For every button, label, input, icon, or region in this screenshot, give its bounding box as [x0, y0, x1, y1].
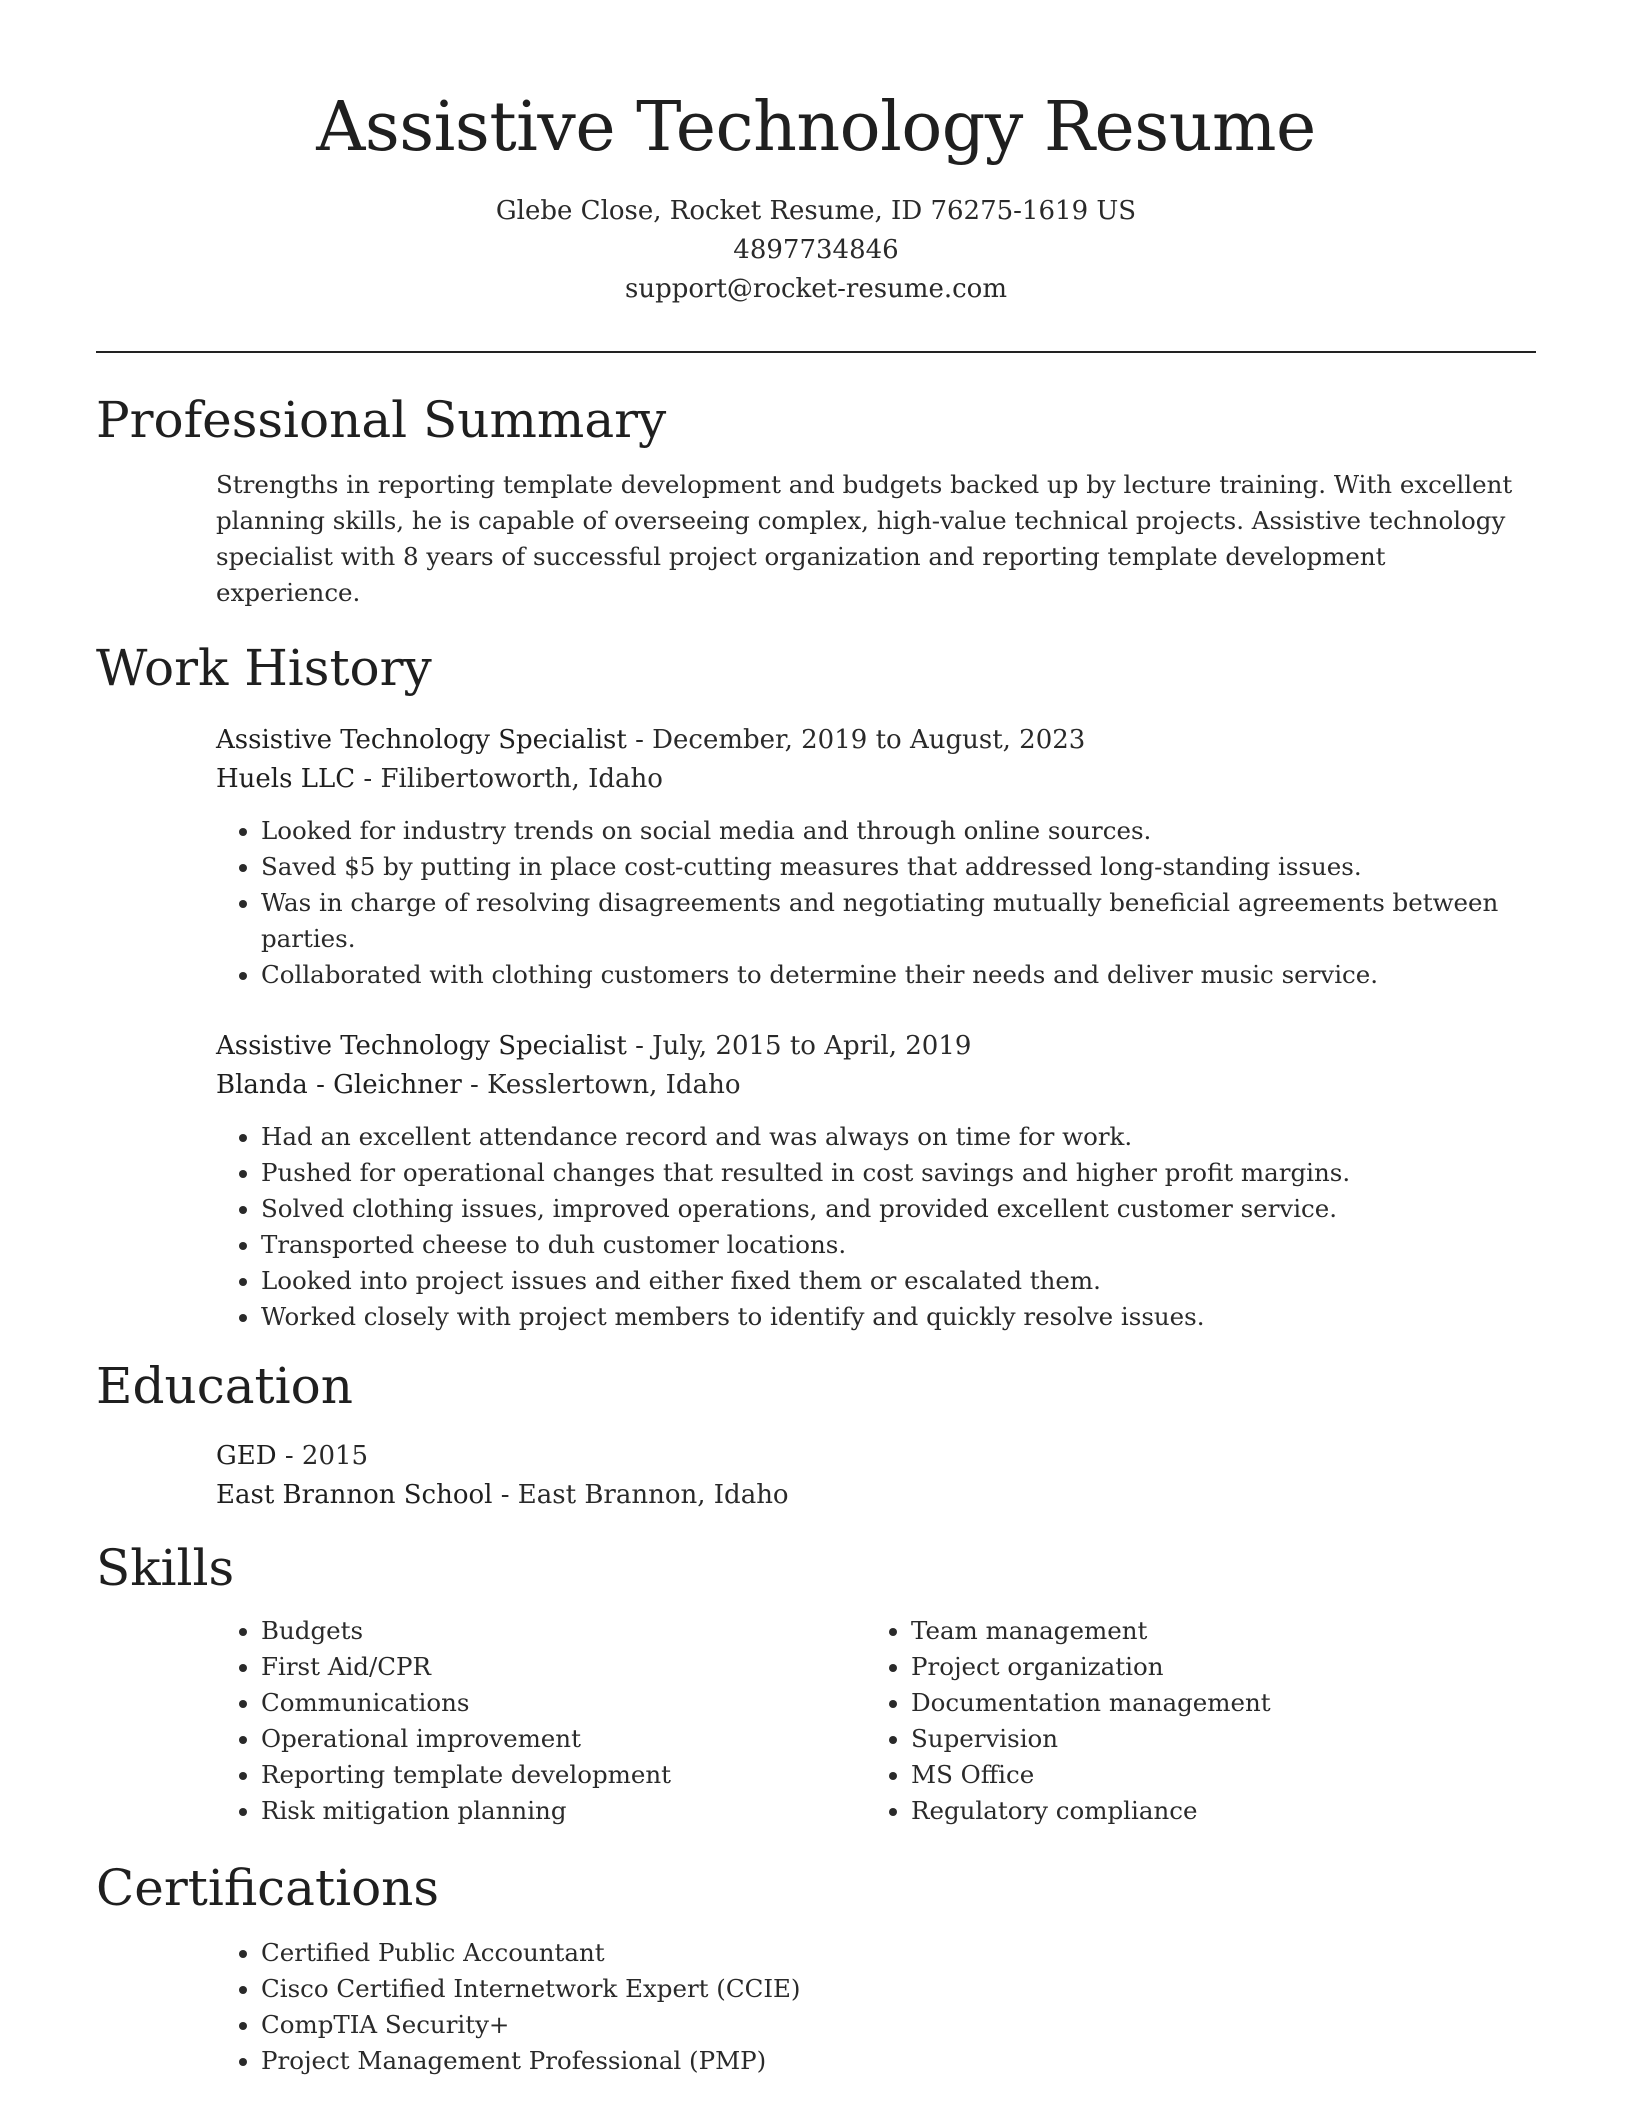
section-title-certifications: Certifications — [96, 1859, 440, 1917]
job-bullet: • Solved clothing issues, improved operations, and provided excellent customer service. — [261, 1191, 1536, 1227]
skills-list-left — [216, 1613, 866, 1829]
skill-item: • First Aid/CPR — [261, 1649, 866, 1685]
education-year: - 2015 — [276, 1441, 369, 1471]
job-company-line — [216, 1066, 1536, 1105]
job-bullet: • Pushed for operational changes that resulted in cost savings and higher profit margins. — [261, 1155, 1536, 1191]
job-bullet: • Saved $5 by putting in place cost-cutting measures that addressed long-standing issues. — [261, 849, 1536, 885]
job-company: Huels LLC — [216, 764, 356, 794]
skill-item: • Communications — [261, 1685, 866, 1721]
summary-text: Strengths in reporting template development and budgets backed up by lecture training. With excellent planning skills, he is capable of overseeing complex, high-value technical projects. Assistive technology specialist with 8 years of successful project organization and reporting template development experience. — [216, 470, 1513, 607]
certification-item: • Certified Public Accountant — [261, 1935, 1536, 1971]
job-title-line — [216, 721, 1536, 760]
skill-item: • Operational improvement — [261, 1721, 866, 1757]
work-history-list — [96, 721, 1536, 1335]
job-location: - Kesslertown, Idaho — [461, 1070, 741, 1100]
education-location: - East Brannon, Idaho — [492, 1480, 789, 1510]
skill-item: • Reporting template development — [261, 1757, 866, 1793]
skill-item: • Risk mitigation planning — [261, 1793, 866, 1829]
skill-item: • Budgets — [261, 1613, 866, 1649]
job-dates: - July, 2015 to April, 2019 — [626, 1031, 972, 1061]
resume-title: Assistive Technology Resume — [316, 88, 1316, 167]
job-dates: - December, 2019 to August, 2023 — [626, 725, 1086, 755]
resume-header — [96, 0, 1536, 309]
contact-phone: 4897734846 — [733, 235, 899, 265]
job-role: Assistive Technology Specialist — [216, 725, 627, 755]
certification-item: • Project Management Professional (PMP) — [261, 2043, 1536, 2079]
job-entry — [216, 1027, 1536, 1335]
skill-item: • Supervision — [911, 1721, 1516, 1757]
skills-list-right — [866, 1613, 1516, 1829]
contact-block — [96, 192, 1536, 309]
skills-columns — [216, 1613, 1536, 1829]
job-company: Blanda - Gleichner — [216, 1070, 462, 1100]
job-title-line — [216, 1027, 1536, 1066]
education-entry — [96, 1437, 1536, 1515]
section-title-skills: Skills — [96, 1539, 235, 1597]
job-bullet: • Looked for industry trends on social media and through online sources. — [261, 813, 1536, 849]
job-bullet: • Looked into project issues and either fixed them or escalated them. — [261, 1263, 1536, 1299]
skill-item: • Regulatory compliance — [911, 1793, 1516, 1829]
education-school: East Brannon School — [216, 1480, 493, 1510]
education-degree-line — [216, 1437, 1536, 1476]
skill-item: • Project organization — [911, 1649, 1516, 1685]
skill-item: • Documentation management — [911, 1685, 1516, 1721]
certifications-body — [96, 1935, 1536, 2079]
job-role: Assistive Technology Specialist — [216, 1031, 627, 1061]
skill-item: • Team management — [911, 1613, 1516, 1649]
skills-column-left — [216, 1613, 866, 1829]
education-school-line — [216, 1476, 1536, 1515]
section-title-work-history: Work History — [96, 639, 432, 697]
education-degree: GED — [216, 1441, 277, 1471]
job-bullets — [216, 813, 1536, 993]
certification-item: • Cisco Certified Internetwork Expert (CCIE) — [261, 1971, 1536, 2007]
contact-email: support@rocket-resume.com — [624, 274, 1007, 304]
skill-item: • MS Office — [911, 1757, 1516, 1793]
skills-body — [96, 1613, 1536, 1829]
skills-column-right — [866, 1613, 1516, 1829]
header-divider — [96, 351, 1536, 353]
job-bullet: • Was in charge of resolving disagreements and negotiating mutually beneficial agreements between parties. — [261, 885, 1536, 957]
section-title-summary: Professional Summary — [96, 391, 667, 449]
job-bullet: • Had an excellent attendance record and was always on time for work. — [261, 1119, 1536, 1155]
job-entry — [216, 721, 1536, 993]
job-bullet: • Transported cheese to duh customer locations. — [261, 1227, 1536, 1263]
job-bullets — [216, 1119, 1536, 1335]
job-bullet: • Collaborated with clothing customers to determine their needs and deliver music service. — [261, 957, 1536, 993]
certifications-list — [216, 1935, 1536, 2079]
certification-item: • CompTIA Security+ — [261, 2007, 1536, 2043]
job-location: - Filibertoworth, Idaho — [355, 764, 663, 794]
job-company-line — [216, 760, 1536, 799]
contact-address: Glebe Close, Rocket Resume, ID 76275-1619 US — [495, 196, 1137, 226]
section-title-education: Education — [96, 1357, 353, 1415]
job-bullet: • Worked closely with project members to identify and quickly resolve issues. — [261, 1299, 1536, 1335]
